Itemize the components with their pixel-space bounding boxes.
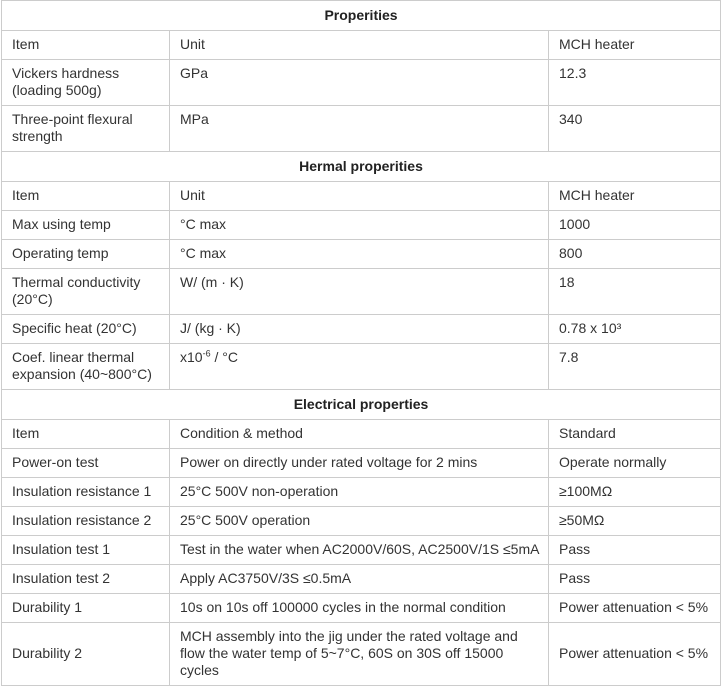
row-value: 7.8 [549,344,721,390]
table-row [2,269,721,315]
column-header-item: Item [2,420,170,449]
row-item: Durability 1 [2,594,170,623]
row-value: 18 [549,269,721,315]
table-header-row [2,420,721,449]
table-row [2,211,721,240]
table-row [2,536,721,565]
table-row [2,449,721,478]
section-header-row [2,152,721,182]
table-row [2,507,721,536]
row-item: Max using temp [2,211,170,240]
row-condition: Power on directly under rated voltage for 2 mins [170,449,549,478]
row-item: Thermal conductivity (20°C) [2,269,170,315]
row-item: Specific heat (20°C) [2,315,170,344]
row-unit: °C max [170,211,549,240]
row-standard: Power attenuation < 5% [549,594,721,623]
row-condition: Test in the water when AC2000V/60S, AC2500V/1S ≤5mA [170,536,549,565]
row-condition: Apply AC3750V/3S ≤0.5mA [170,565,549,594]
row-condition: 25°C 500V operation [170,507,549,536]
row-value: 340 [549,106,721,152]
column-header-condition: Condition & method [170,420,549,449]
table-row [2,315,721,344]
row-item: Vickers hardness (loading 500g) [2,60,170,106]
row-standard: Operate normally [549,449,721,478]
section-title-electrical: Electrical properties [2,390,721,420]
row-unit: GPa [170,60,549,106]
row-item: Durability 2 [2,623,170,686]
table-row [2,344,721,390]
row-item: Power-on test [2,449,170,478]
row-item: Operating temp [2,240,170,269]
row-standard: ≥50MΩ [549,507,721,536]
row-value: 12.3 [549,60,721,106]
row-standard: Power attenuation < 5% [549,623,721,686]
row-unit: °C max [170,240,549,269]
row-item: Three-point flexural strength [2,106,170,152]
row-item: Coef. linear thermal expansion (40~800°C) [2,344,170,390]
row-standard: ≥100MΩ [549,478,721,507]
table-row [2,60,721,106]
row-unit [170,344,549,390]
unit-base: x10 [180,349,203,365]
table-row [2,565,721,594]
table-row [2,106,721,152]
column-header-value: MCH heater [549,182,721,211]
row-value: 1000 [549,211,721,240]
row-item: Insulation resistance 1 [2,478,170,507]
column-header-value: MCH heater [549,31,721,60]
row-unit: J/ (kg · K) [170,315,549,344]
row-value: 0.78 x 10³ [549,315,721,344]
row-condition: 10s on 10s off 100000 cycles in the normal condition [170,594,549,623]
row-item: Insulation test 1 [2,536,170,565]
table-row [2,594,721,623]
row-item: Insulation test 2 [2,565,170,594]
row-unit: MPa [170,106,549,152]
row-standard: Pass [549,536,721,565]
column-header-item: Item [2,182,170,211]
unit-suffix: / °C [210,349,238,365]
properties-table [1,0,721,686]
row-condition: 25°C 500V non-operation [170,478,549,507]
table-row [2,240,721,269]
row-item: Insulation resistance 2 [2,507,170,536]
row-condition: MCH assembly into the jig under the rated voltage and flow the water temp of 5~7°C, 60S on 30S off 15000 cycles [170,623,549,686]
column-header-standard: Standard [549,420,721,449]
column-header-unit: Unit [170,31,549,60]
column-header-item: Item [2,31,170,60]
row-unit: W/ (m · K) [170,269,549,315]
section-title-mechanical: Properities [2,1,721,31]
unit-exponent: -6 [202,348,211,359]
table-header-row [2,31,721,60]
table-header-row [2,182,721,211]
section-title-thermal: Hermal properities [2,152,721,182]
column-header-unit: Unit [170,182,549,211]
row-standard: Pass [549,565,721,594]
section-header-row [2,390,721,420]
row-value: 800 [549,240,721,269]
section-header-row [2,1,721,31]
table-row [2,623,721,686]
table-row [2,478,721,507]
